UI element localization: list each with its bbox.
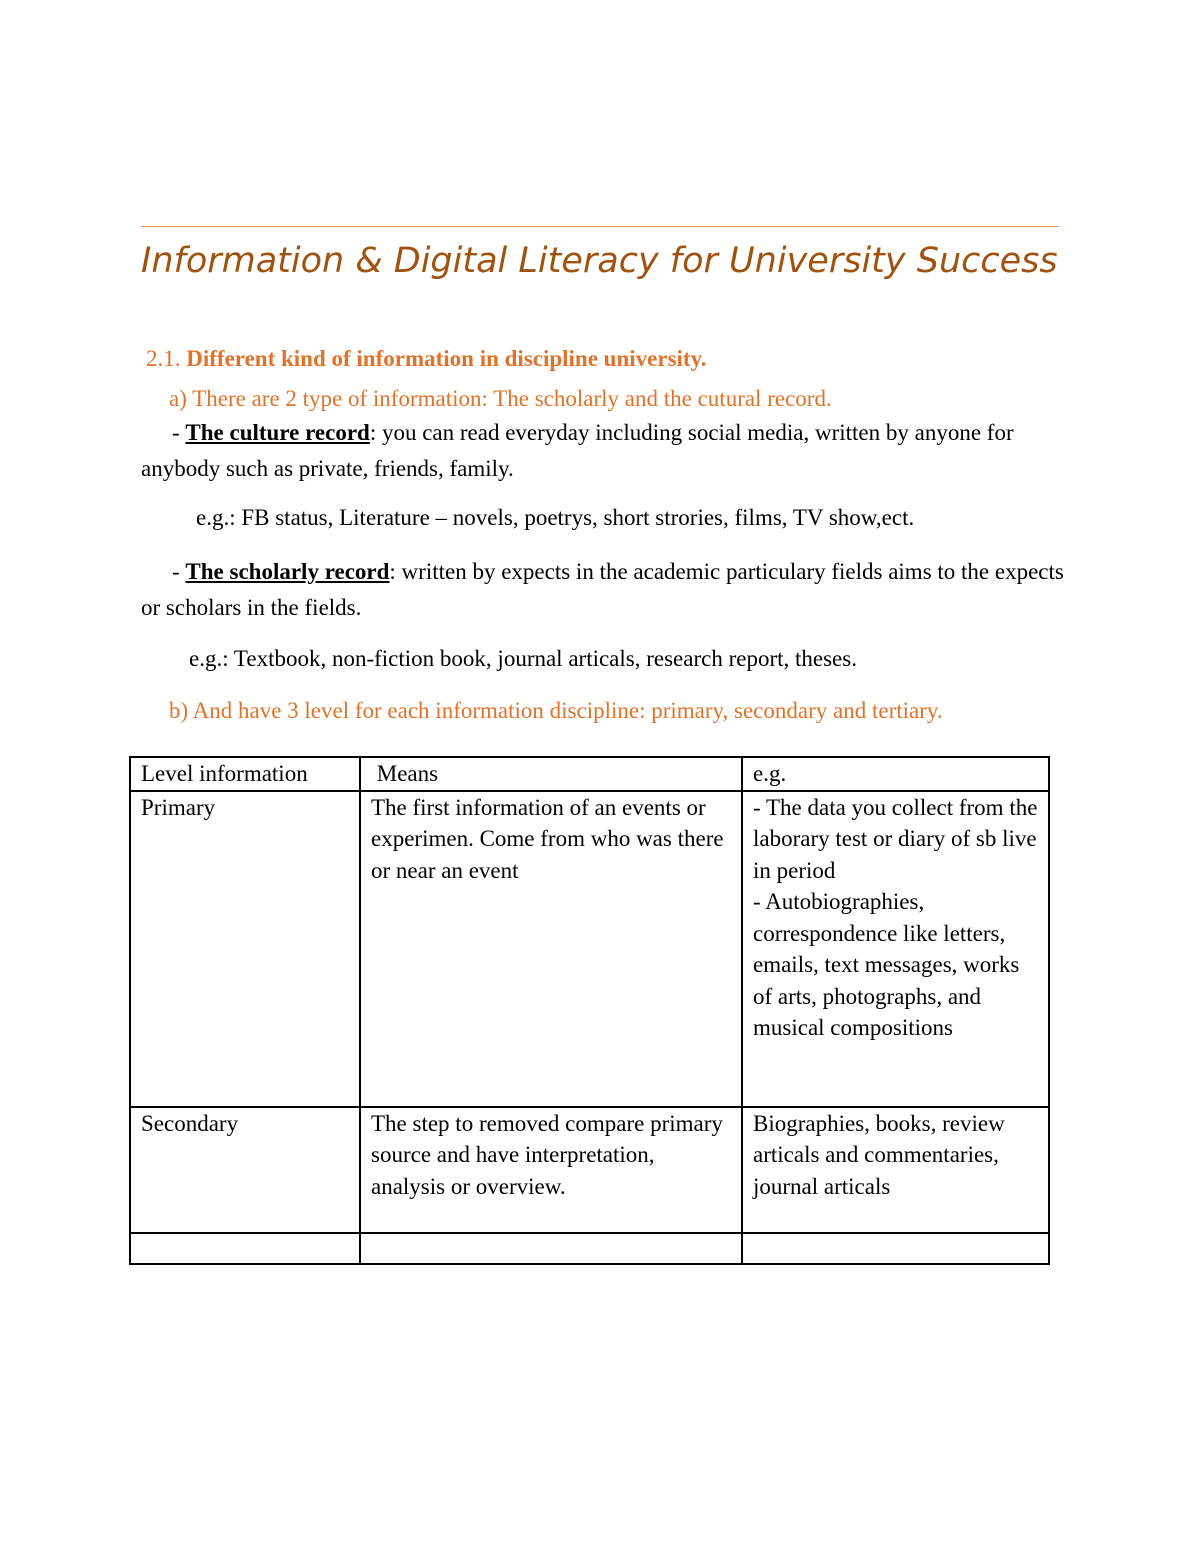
scholarly-record-text: : written by expects in the academic particulary fields aims to the expects or scholars in the fields. (141, 559, 1064, 620)
scholarly-record-dash: - (172, 559, 186, 584)
scholarly-record-example: e.g.: Textbook, non-fiction book, journal articals, research report, theses. (189, 646, 857, 671)
section-number: 2.1. (146, 346, 181, 371)
cell-eg-line: Biographies, books, review articals and commentaries, journal articals (753, 1110, 1005, 1199)
section-heading-text: Different kind of information in discipline university. (186, 346, 707, 371)
cell-level: Secondary (130, 1107, 360, 1233)
point-b: b) And have 3 level for each information discipline: primary, secondary and tertiary. (169, 698, 943, 723)
cell-eg (742, 1107, 1049, 1233)
document-title: Information & Digital Literacy for University Success (141, 241, 1058, 281)
cell-level: Primary (130, 791, 360, 1107)
cell-level (130, 1233, 360, 1264)
cell-eg (742, 791, 1049, 1107)
title-top-rule (141, 226, 1059, 227)
culture-record-dash: - (172, 420, 186, 445)
cell-eg-line: - Autobiographies, correspondence like letters, emails, text messages, works of arts, photographs, and musical compositions (753, 889, 1020, 1040)
cell-eg (742, 1233, 1049, 1264)
header-means: Means (360, 757, 742, 791)
culture-record-example: e.g.: FB status, Literature – novels, poetrys, short strories, films, TV show,ect. (196, 505, 915, 530)
culture-record-term: The culture record (185, 420, 370, 445)
table-header-row (130, 757, 1049, 791)
table-row (130, 791, 1049, 1107)
cell-eg-line: - The data you collect from the laborary test or diary of sb live in period (753, 794, 1038, 883)
information-levels-table (129, 756, 1050, 1265)
point-a: a) There are 2 type of information: The scholarly and the cutural record. (169, 386, 832, 411)
scholarly-record-paragraph (141, 554, 1071, 626)
culture-record-paragraph (141, 415, 1071, 487)
table-row (130, 1107, 1049, 1233)
header-eg: e.g. (742, 757, 1049, 791)
culture-record-text: : you can read everyday including social media, written by anyone for anybody such as private, friends, family. (141, 420, 1014, 481)
scholarly-record-term: The scholarly record (185, 559, 390, 584)
section-heading (146, 344, 707, 374)
cell-means: The step to removed compare primary source and have interpretation, analysis or overview. (360, 1107, 742, 1233)
cell-means: The first information of an events or experimen. Come from who was there or near an event (360, 791, 742, 1107)
table-row (130, 1233, 1049, 1264)
cell-means (360, 1233, 742, 1264)
header-level-information: Level information (130, 757, 360, 791)
